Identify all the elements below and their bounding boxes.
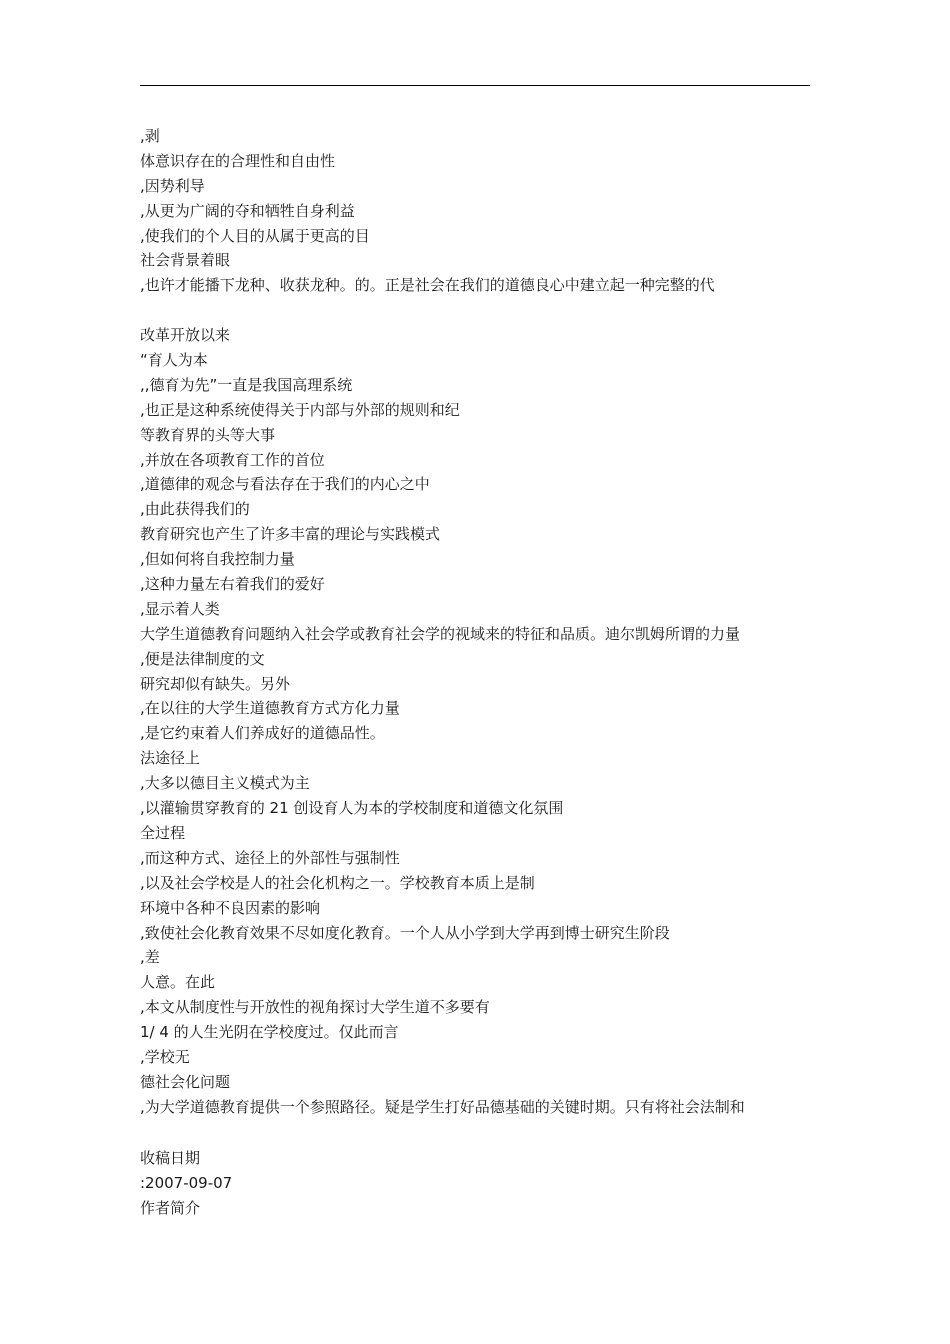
text-line: ,致使社会化教育效果不尽如度化教育。一个人从小学到大学再到博士研究生阶段 bbox=[140, 923, 670, 942]
text-line: “育人为本 bbox=[140, 351, 208, 370]
text-line: ,因势利导 bbox=[140, 176, 205, 195]
text-line: ,以灌输贯穿教育的 21 创设育人为本的学校制度和道德文化氛围 bbox=[140, 799, 564, 818]
text-line: 研究却似有缺失。另外 bbox=[140, 674, 291, 693]
text-line: ,但如何将自我控制力量 bbox=[140, 550, 295, 569]
text-line: ,这种力量左右着我们的爱好 bbox=[140, 575, 325, 594]
text-line: ,以及社会学校是人的社会化机构之一。学校教育本质上是制 bbox=[140, 873, 535, 892]
text-line: ,也正是这种系统使得关于内部与外部的规则和纪 bbox=[140, 400, 460, 419]
text-line: ,本文从制度性与开放性的视角探讨大学生道不多要有 bbox=[140, 998, 490, 1017]
text-line: ,大多以德目主义模式为主 bbox=[140, 774, 310, 793]
text-line: ,在以往的大学生道德教育方式方化力量 bbox=[140, 699, 400, 718]
text-line: ,使我们的个人目的从属于更高的目 bbox=[140, 226, 370, 245]
text-line: 改革开放以来 bbox=[140, 326, 231, 345]
text-line: ,剥 bbox=[140, 127, 160, 145]
header-rule bbox=[140, 85, 810, 86]
text-line: ,道德律的观念与看法存在于我们的内心之中 bbox=[140, 475, 430, 494]
text-line: ,是它约束着人们养成好的道德品性。 bbox=[140, 724, 385, 743]
text-line: ,并放在各项教育工作的首位 bbox=[140, 450, 325, 469]
text-line bbox=[140, 298, 820, 323]
text-line: ,便是法律制度的文 bbox=[140, 649, 265, 668]
text-line: ,差 bbox=[140, 948, 160, 967]
text-line: 法途径上 bbox=[140, 749, 201, 768]
received-date-value: :2007-09-07 bbox=[140, 1173, 233, 1192]
text-line: ,由此获得我们的 bbox=[140, 500, 250, 519]
text-line: 全过程 bbox=[140, 823, 186, 842]
received-date-label: 收稿日期 bbox=[140, 1149, 201, 1167]
text-line: ,学校无 bbox=[140, 1047, 190, 1066]
text-line: ,而这种方式、途径上的外部性与强制性 bbox=[140, 848, 400, 867]
text-line: 人意。在此 bbox=[140, 973, 216, 992]
text-line: 德社会化问题 bbox=[140, 1072, 231, 1091]
article-footer bbox=[140, 1146, 820, 1221]
text-line: 1/ 4 的人生光阴在学校度过。仅此而言 bbox=[140, 1023, 399, 1042]
text-line: ,,德育为先”一直是我国高理系统 bbox=[140, 375, 353, 394]
text-line: ,从更为广阔的夺和牺牲自身利益 bbox=[140, 201, 355, 220]
text-line: ,显示着人类 bbox=[140, 599, 220, 618]
text-line: 等教育界的头等大事 bbox=[140, 425, 276, 444]
text-line: 教育研究也产生了许多丰富的理论与实践模式 bbox=[140, 525, 441, 544]
text-line: 社会背景着眼 bbox=[140, 251, 231, 270]
text-line: 大学生道德教育问题纳入社会学或教育社会学的视域来的特征和品质。迪尔凯姆所谓的力量 bbox=[140, 624, 741, 643]
text-line: ,也许才能播下龙种、收获龙种。的。正是社会在我们的道德良心中建立起一种完整的代 bbox=[140, 276, 715, 295]
text-line: 环境中各种不良因素的影响 bbox=[140, 898, 321, 917]
text-line: ,为大学道德教育提供一个参照路径。疑是学生打好品德基础的关键时期。只有将社会法制和 bbox=[140, 1097, 745, 1116]
author-intro-label: 作者简介 bbox=[140, 1198, 201, 1217]
body-text bbox=[140, 124, 820, 1120]
text-line: 体意识存在的合理性和自由性 bbox=[140, 151, 336, 170]
